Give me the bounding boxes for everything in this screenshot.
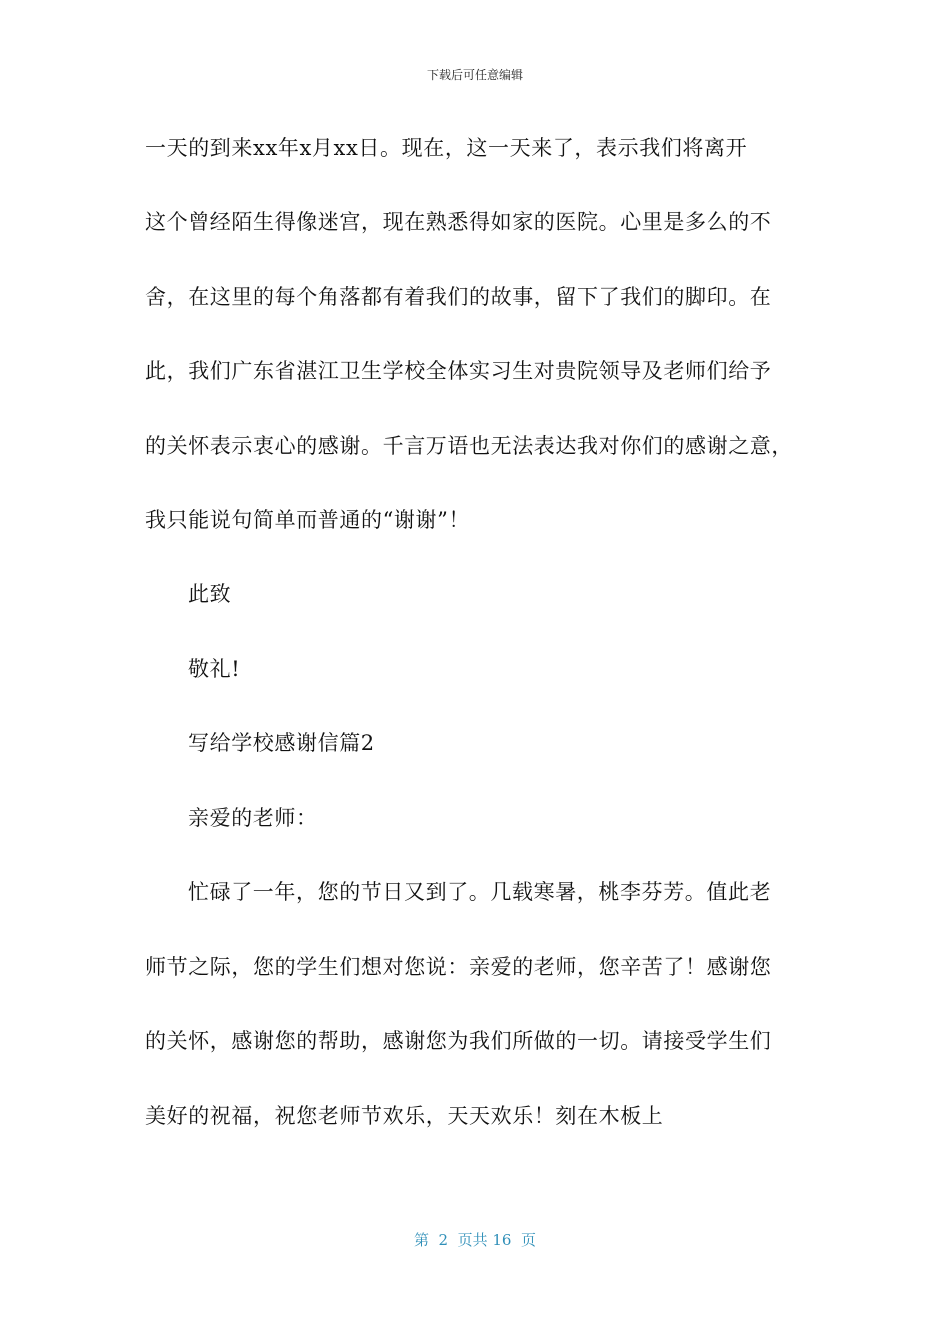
closing-salutation: 此致	[188, 582, 232, 606]
body-line-5: 的关怀表示衷心的感谢。千言万语也无法表达我对你们的感谢之意，	[145, 434, 793, 458]
body-line-14: 美好的祝福，祝您老师节欢乐，天天欢乐！刻在木板上	[145, 1104, 664, 1128]
body-line-12: 师节之际，您的学生们想对您说：亲爱的老师，您辛苦了！感谢您	[145, 955, 772, 979]
body-line-6: 我只能说句简单而普通的“谢谢”！	[145, 508, 471, 532]
page-footer: 第 2 页共 16 页	[413, 1231, 536, 1249]
body-line-3: 舍，在这里的每个角落都有着我们的故事，留下了我们的脚印。在	[145, 285, 772, 309]
body-line-13: 的关怀，感谢您的帮助，感谢您为我们所做的一切。请接受学生们	[145, 1029, 772, 1053]
body-line-4: 此，我们广东省湛江卫生学校全体实习生对贵院领导及老师们给予	[145, 359, 772, 383]
closing-regards: 敬礼!	[188, 657, 241, 681]
body-line-11: 忙碌了一年，您的节日又到了。几载寒暑，桃李芬芳。值此老	[188, 880, 772, 904]
letter-greeting: 亲爱的老师：	[188, 806, 318, 830]
body-line-2: 这个曾经陌生得像迷宫，现在熟悉得如家的医院。心里是多么的不	[145, 210, 772, 234]
page-header: 下载后可任意编辑	[426, 68, 523, 82]
body-line-1: 一天的到来xx年x月xx日。现在，这一天来了，表示我们将离开	[145, 136, 748, 160]
section-title: 写给学校感谢信篇2	[188, 731, 375, 755]
